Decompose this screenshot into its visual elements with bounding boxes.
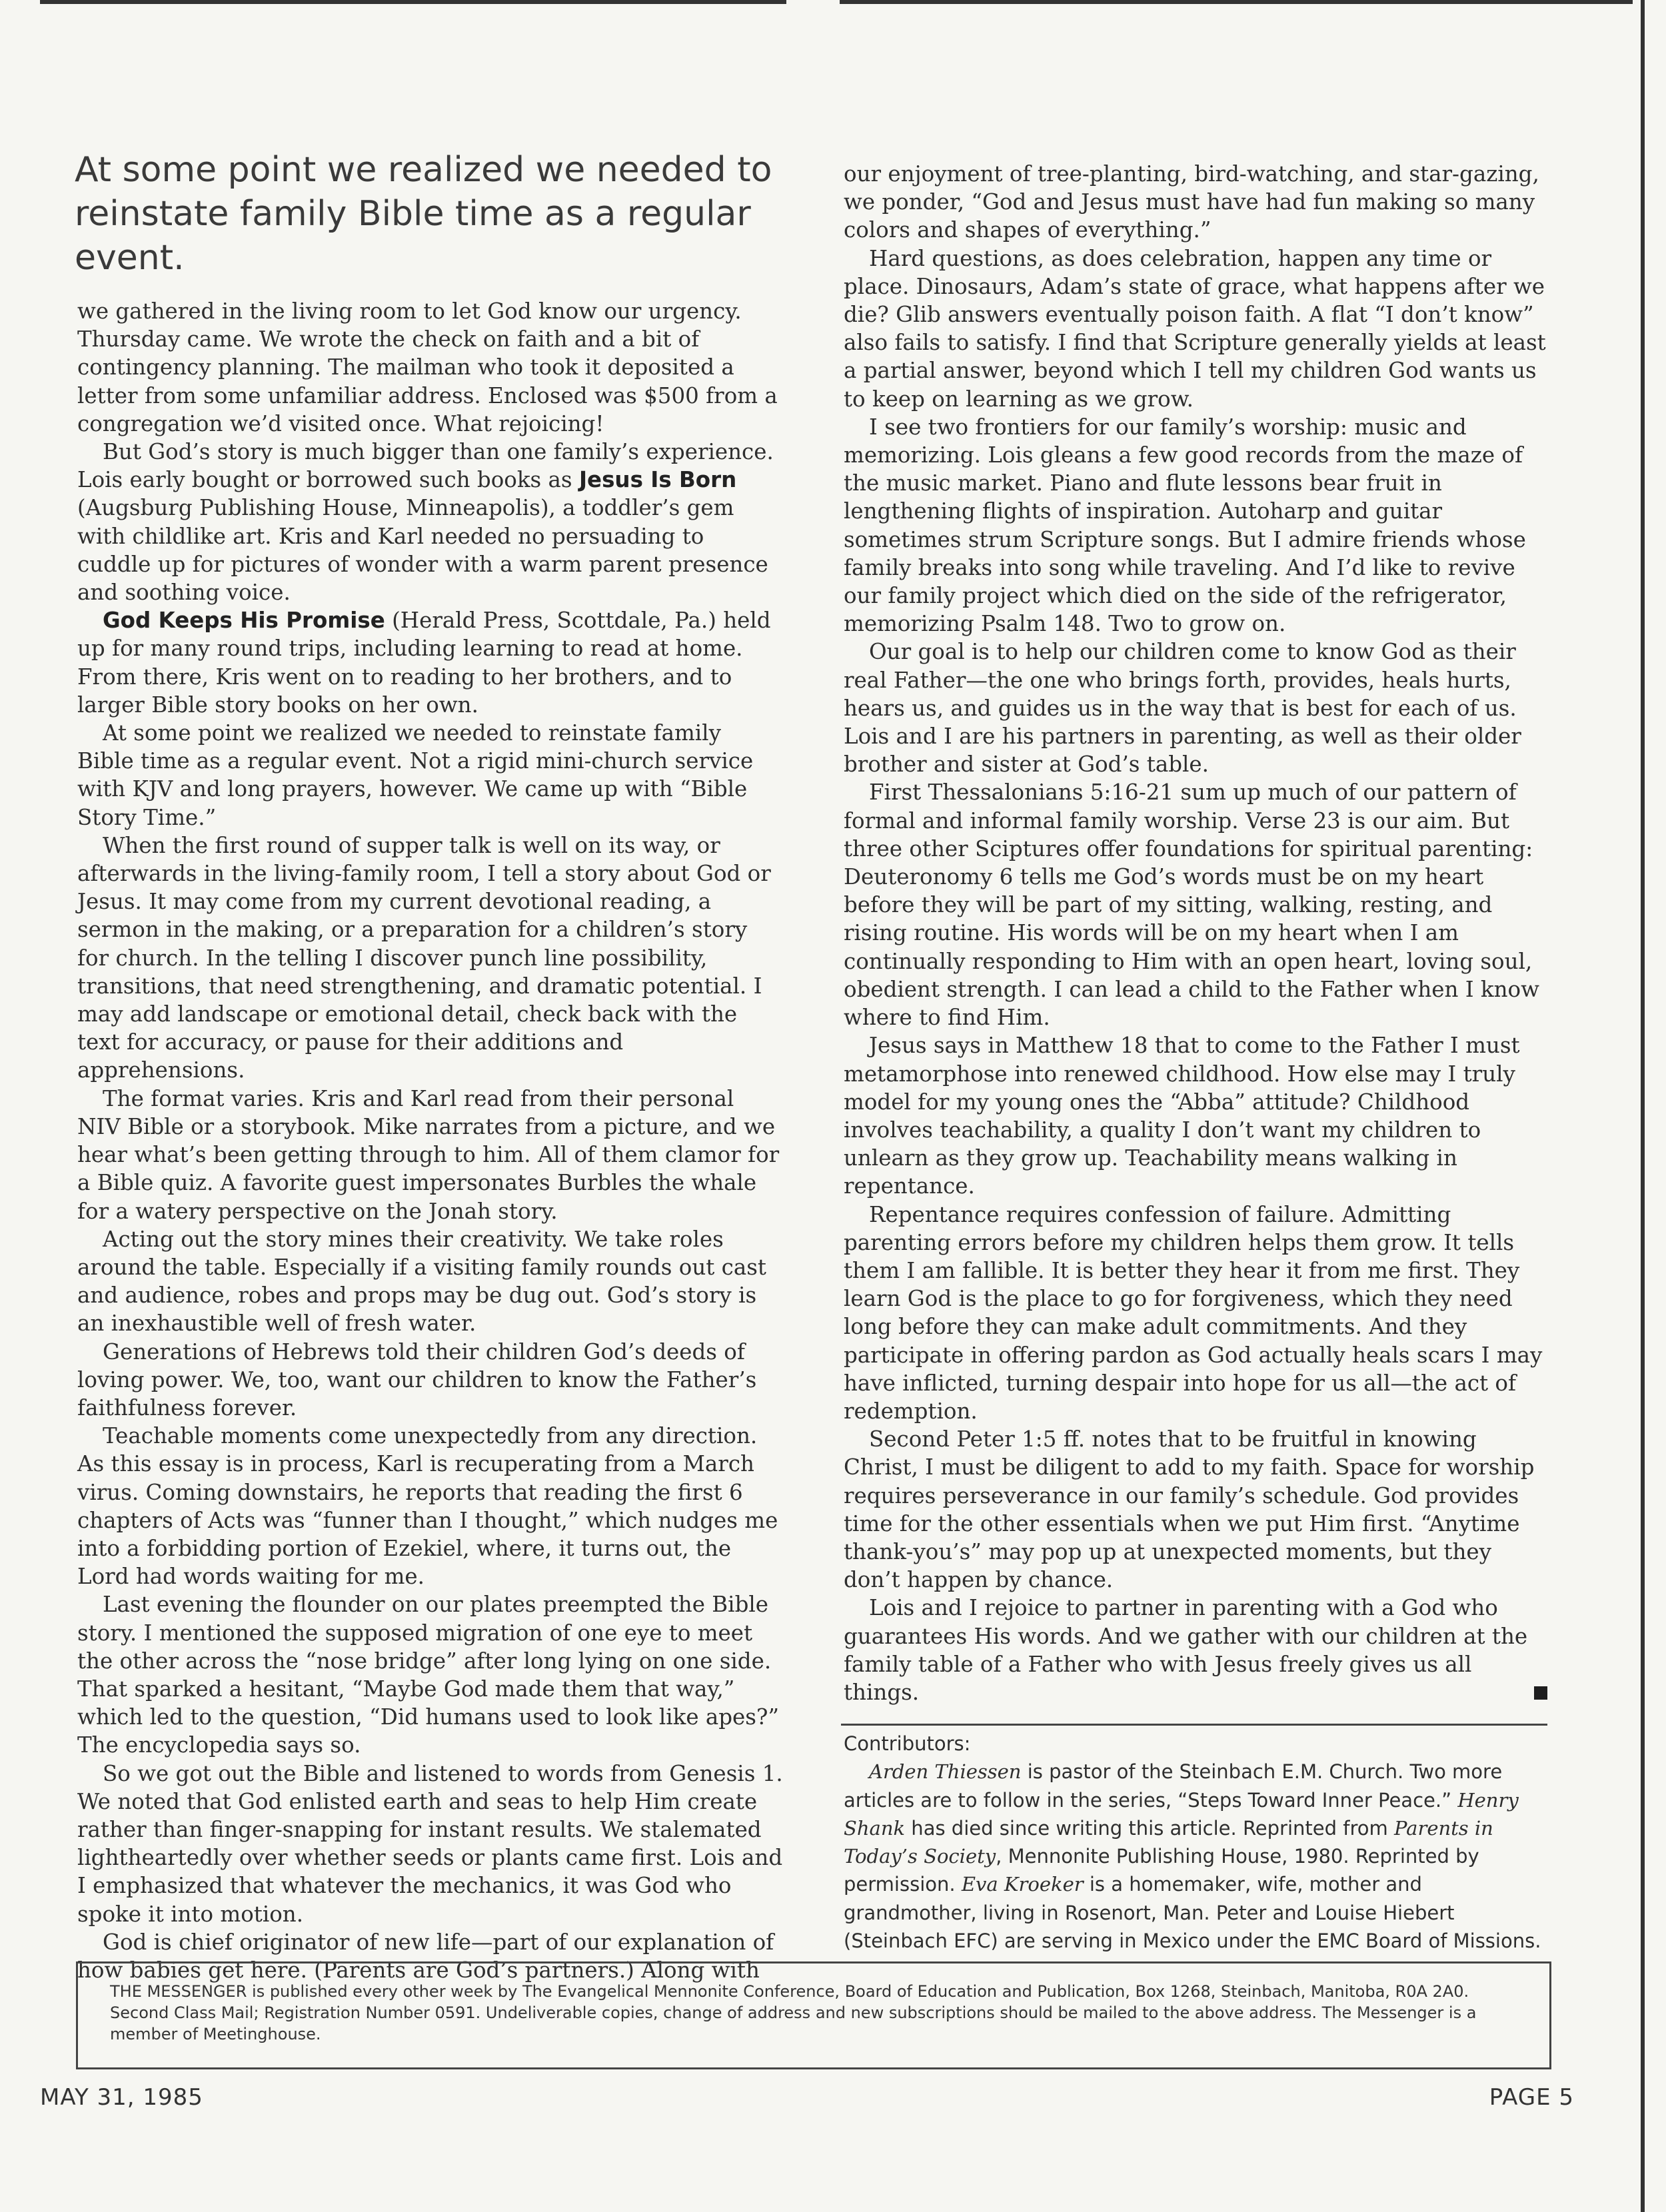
article-column-left: [77, 297, 784, 1984]
contributors-label: Contributors:: [844, 1732, 971, 1755]
paragraph: Repentance requires confession of failure. Admitting parenting errors before my children helps them grow. It tells them I am fallible. It is better they hear it from me first. They learn God is the place to go for forgiveness, which they need long before they can make adult commitments. And they participate in offering pardon as God actually heals scars I may have inflicted, turning despair into hope for us all—the act of redemption.: [844, 1201, 1543, 1424]
publication-notice: THE MESSENGER is published every other week by The Evangelical Mennonite Conference, Board of Education and Publication, Box 1268, Steinbach, Manitoba, R0A 2A0. Second Class Mail; Registration Number 0591. Undeliverable copies, change of address and new subscriptions should be mailed to the above address. The Messenger is a member of Meetinghouse.: [110, 1982, 1477, 2043]
paragraph: God Keeps His Promise (Herald Press, Scottdale, Pa.) held up for many round trips, including learning to read at home. From there, Kris went on to reading to her brothers, and to larger Bible story books on her own.: [77, 608, 771, 718]
paragraph: So we got out the Bible and listened to words from Genesis 1. We noted that God enlisted earth and seas to help Him create rather than finger-snapping for instant results. We stalemated lightheartedly over whether seeds or plants came first. Lois and I emphasized that whatever the mechanics, it was God who spoke it into motion.: [77, 1760, 783, 1927]
book-title: God Keeps His Promise: [103, 608, 385, 634]
paragraph: Hard questions, as does celebration, happen any time or place. Dinosaurs, Adam’s state of grace, what happens after we die? Glib answers eventually poison faith. A flat “I don’t know” also fails to satisfy. I find that Scripture generally yields at least a partial answer, beyond which I tell my children God wants us to keep on learning as we grow.: [844, 245, 1546, 412]
paragraph: At some point we realized we needed to reinstate family Bible time as a regular event. Not a rigid mini-church service with KJV and long prayers, however. We came up with “Bible Story Time.”: [77, 720, 754, 830]
contributors-section: [844, 1730, 1554, 1955]
article-column-right: [844, 160, 1550, 1706]
publication-notice-box: [76, 1961, 1551, 2069]
paragraph: Last evening the flounder on our plates preempted the Bible story. I mentioned the supposed migration of one eye to meet the other across the “nose bridge” after long lying on one side. That sparked a hesitant, “Maybe God made them that way,” which led to the question, “Did humans used to look like apes?” The encyclopedia says so.: [77, 1592, 780, 1758]
pull-quote: At some point we realized we needed to reinstate family Bible time as a regular event.: [75, 150, 772, 278]
paragraph: First Thessalonians 5:16-21 sum up much of our pattern of formal and informal family worship. Verse 23 is our aim. But three other Sciptures offer foundations for spiritual parenting: Deuteronomy 6 tells me God’s words must be on my heart before they will be part of my sitting, walking, resting, and rising routine. His words will be on my heart when I am continually responding to Him with an open heart, loving soul, obedient strength. I can lead a child to the Father when I know where to find Him.: [844, 780, 1539, 1031]
contributors-divider: [841, 1724, 1547, 1726]
paragraph: our enjoyment of tree-planting, bird-watching, and star-gazing, we ponder, “God and Jesus must have had fun making so many colors and shapes of everything.”: [844, 161, 1539, 243]
paragraph: The format varies. Kris and Karl read from their personal NIV Bible or a storybook. Mike narrates from a picture, and we hear what’s been getting through to him. All of them clamor for a Bible quiz. A favorite guest impersonates Burbles the whale for a watery perspective on the Jonah story.: [77, 1085, 780, 1224]
top-edge-rule-left: [40, 0, 786, 4]
right-edge-rule: [1641, 0, 1645, 2212]
paragraph: God is chief originator of new life—part of our explanation of how babies get here. (Parents are God’s partners.) Along with: [77, 1929, 774, 1983]
paragraph: Generations of Hebrews told their children God’s deeds of loving power. We, too, want our children to know the Father’s faithfulness forever.: [77, 1339, 757, 1420]
paragraph: I see two frontiers for our family’s worship: music and memorizing. Lois gleans a few good records from the maze of the music market. Piano and flute lessons bear fruit in lengthening flights of inspiration. Autoharp and guitar sometimes strum Scripture songs. But I admire friends whose family breaks into song while traveling. And I’d like to revive our family project which died on the side of the refrigerator, memorizing Psalm 148. Two to grow on.: [844, 414, 1526, 637]
book-title: Jesus Is Born: [578, 467, 737, 493]
page-number: PAGE 5: [1489, 2084, 1574, 2111]
paragraph: Jesus says in Matthew 18 that to come to the Father I must metamorphose into renewed childhood. How else may I truly model for my young ones the “Abba” attitude? Childhood involves teachability, a quality I don’t want my children to unlearn as they grow up. Teachability means walking in repentance.: [844, 1033, 1520, 1199]
paragraph: we gathered in the living room to let God know our urgency. Thursday came. We wrote the check on faith and a bit of contingency planning. The mailman who took it deposited a letter from some unfamiliar address. Enclosed was $500 from a congregation we’d visited once. What rejoicing!: [77, 298, 778, 436]
end-of-article-square-icon: [1534, 1686, 1547, 1700]
paragraph: Lois and I rejoice to partner in parenting with a God who guarantees His words. And we gather with our children at the family table of a Father who with Jesus freely gives us all things.: [844, 1594, 1550, 1706]
contributors-text: Arden Thiessen is pastor of the Steinbach E.M. Church. Two more articles are to follow in the series, “Steps Toward Inner Peace.” Henry Shank has died since writing this article. Reprinted from Parents in Today’s Society, Mennonite Publishing House, 1980. Reprinted by permission. Eva Kroeker is a homemaker, wife, mother and grandmother, living in Rosenort, Man. Peter and Louise Hiebert (Steinbach EFC) are serving in Mexico under the EMC Board of Missions.: [844, 1760, 1541, 1953]
paragraph: Our goal is to help our children come to know God as their real Father—the one who brings forth, provides, heals hurts, hears us, and guides us in the way that is best for each of us. Lois and I are his partners in parenting, as well as their older brother and sister at God’s table.: [844, 639, 1521, 778]
paragraph: But God’s story is much bigger than one family’s experience. Lois early bought or borrowed such books as Jesus Is Born (Augsburg Publishing House, Minneapolis), a toddler’s gem with childlike art. Kris and Karl needed no persuading to cuddle up for pictures of wonder with a warm parent presence and soothing voice.: [77, 439, 774, 606]
paragraph: When the first round of supper talk is well on its way, or afterwards in the living-family room, I tell a story about God or Jesus. It may come from my current devotional reading, a sermon in the making, or a preparation for a children’s story for church. In the telling I discover punch line possibility, transitions, that need strengthening, and dramatic potential. I may add landscape or emotional detail, check back with the text for accuracy, or pause for their additions and apprehensions.: [77, 832, 771, 1083]
paragraph: Teachable moments come unexpectedly from any direction. As this essay is in process, Karl is recuperating from a March virus. Coming downstairs, he reports that reading the first 6 chapters of Acts was “funner than I thought,” which nudges me into a forbidding portion of Ezekiel, where, it turns out, the Lord had words waiting for me.: [77, 1423, 778, 1590]
paragraph: Acting out the story mines their creativity. We take roles around the table. Especially if a visiting family rounds out cast and audience, robes and props may be dug out. God’s story is an inexhaustible well of fresh water.: [77, 1226, 766, 1337]
top-edge-rule-right: [840, 0, 1633, 4]
issue-date: MAY 31, 1985: [40, 2084, 203, 2111]
paragraph: Second Peter 1:5 ff. notes that to be fruitful in knowing Christ, I must be diligent to add to my faith. Space for worship requires perseverance in our family’s schedule. God provides time for the other essentials when we put Him first. “Anytime thank-you’s” may pop up at unexpected moments, but they don’t happen by chance.: [844, 1426, 1535, 1593]
